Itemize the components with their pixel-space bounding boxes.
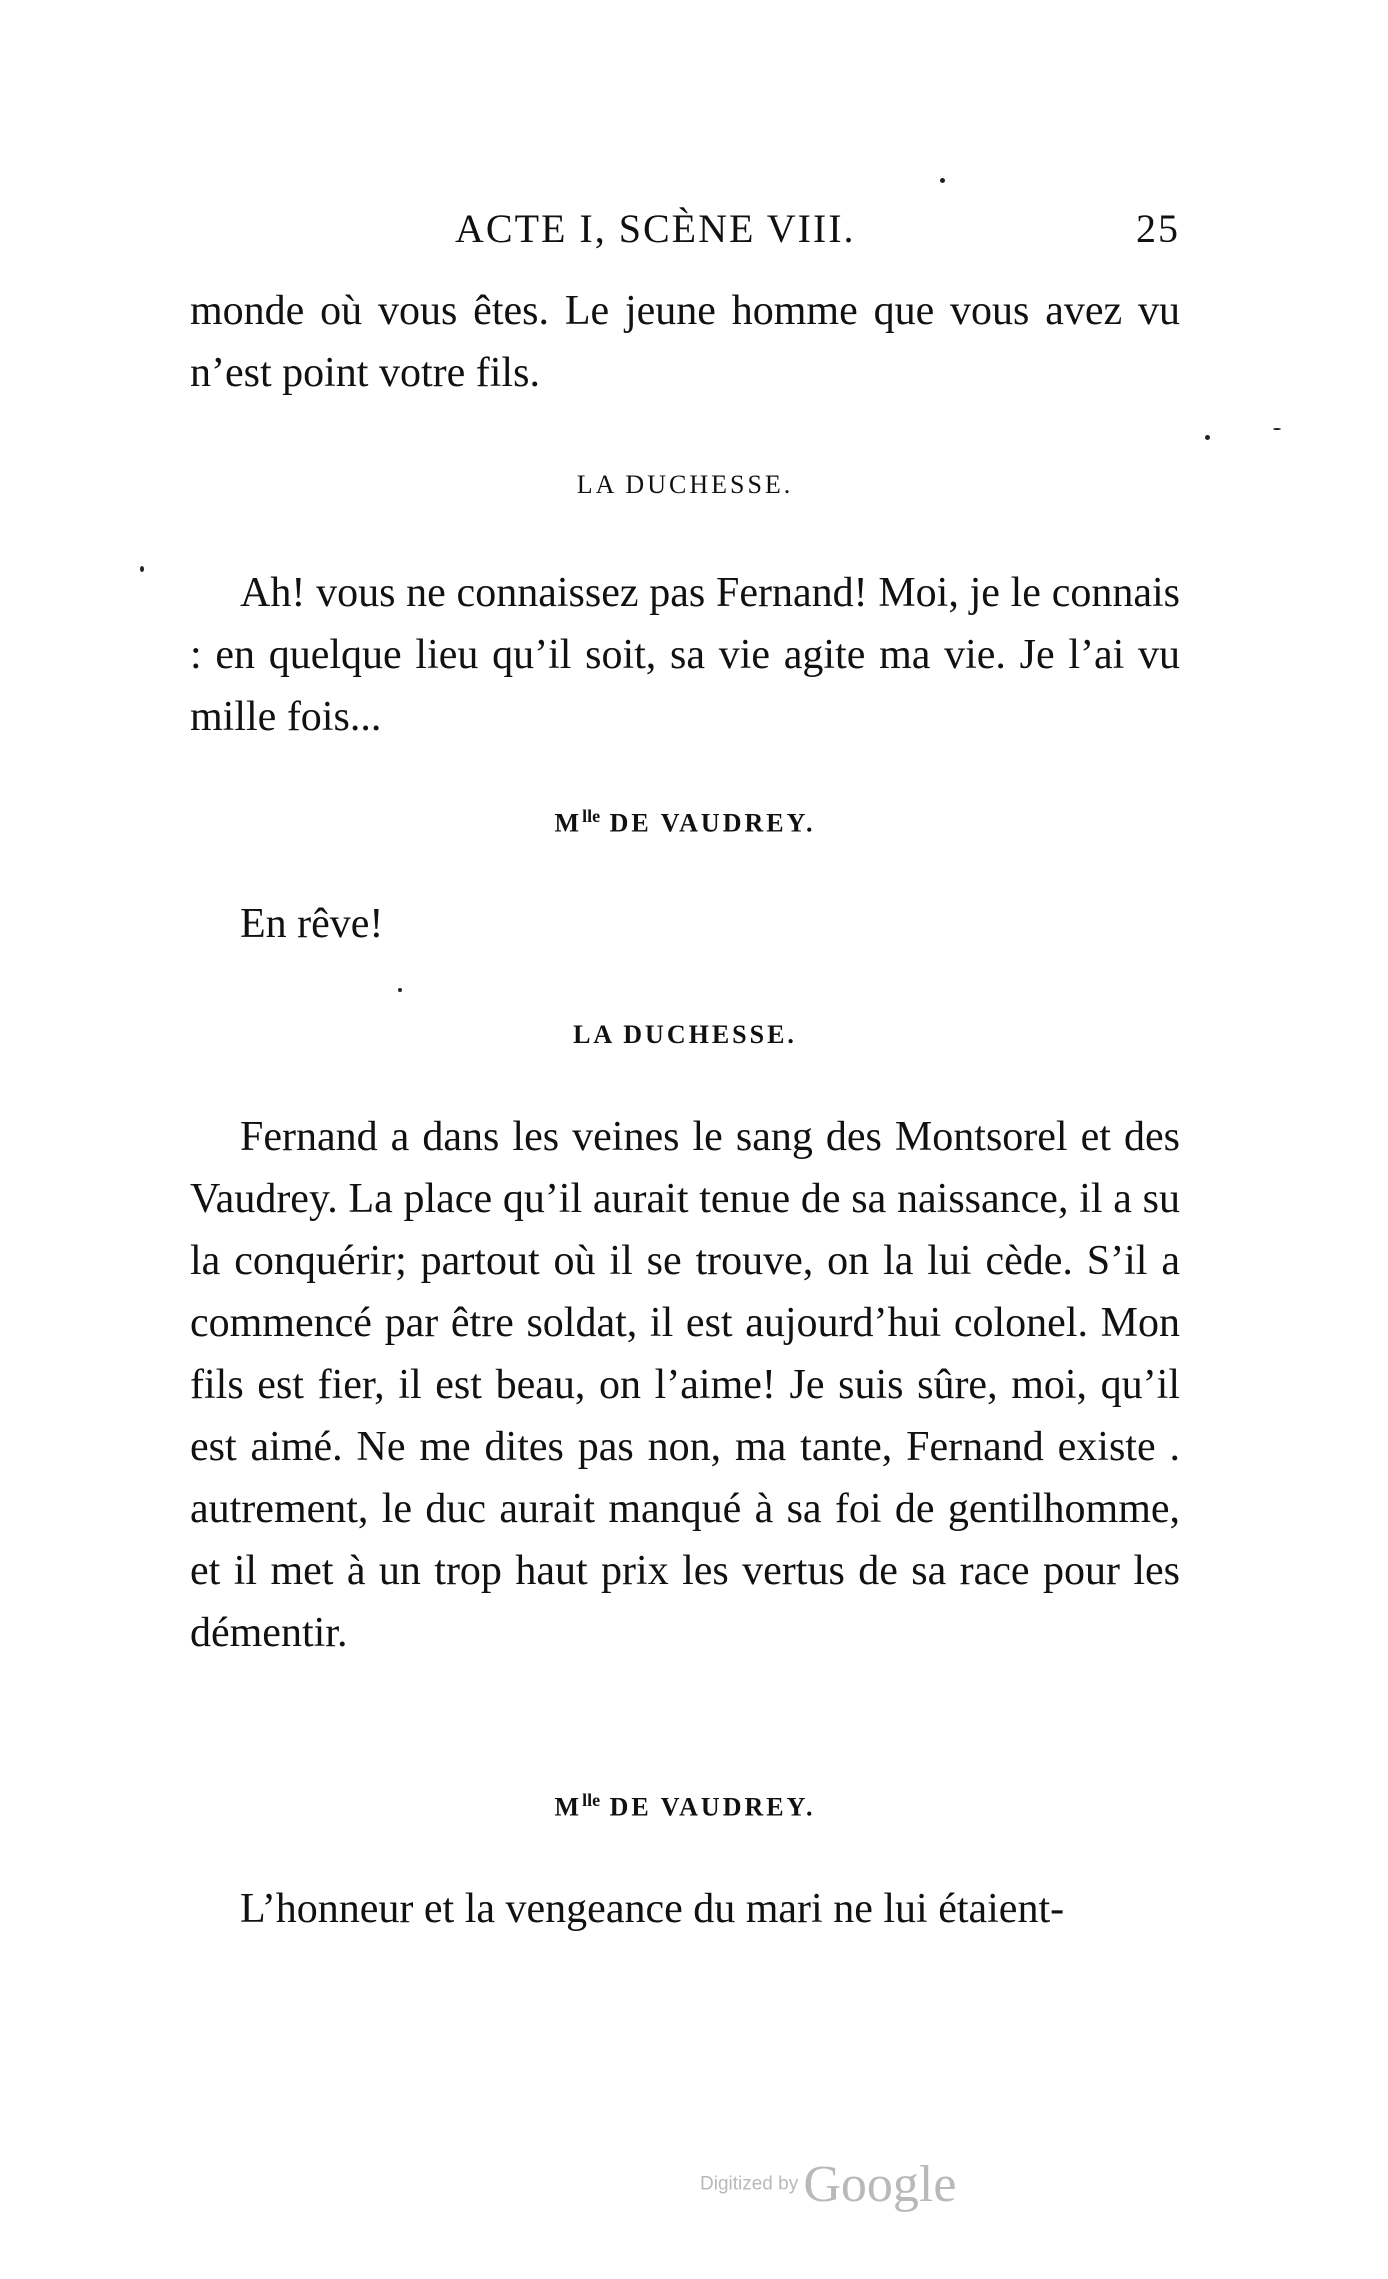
speaker-suffix: DE VAUDREY. <box>600 1792 816 1822</box>
scan-speck <box>1273 428 1281 430</box>
speaker-vaudrey <box>190 806 1180 839</box>
google-logo: Google <box>803 2156 957 2213</box>
speaker-duchesse-2: LA DUCHESSE. <box>573 1020 797 1049</box>
scan-speck <box>940 178 945 183</box>
paragraph-honneur: L’honneur et la vengeance du mari ne lui étaient- <box>240 1886 1065 1932</box>
scan-speck <box>398 988 402 992</box>
running-head <box>190 205 1180 265</box>
running-title: ACTE I, SCÈNE VIII. <box>455 206 856 251</box>
watermark-prefix: Digitized by <box>700 2173 799 2195</box>
paragraph-duchesse-reply: Ah! vous ne connaissez pas Fernand! Moi, je le connais : en quelque lieu qu’il soit, sa vie agite ma vie. Je l’ai vu mille fois... <box>190 570 1180 740</box>
speaker-superscript: lle <box>582 806 601 826</box>
scan-speck <box>1205 435 1210 440</box>
paragraph-en-reve: En rêve! <box>240 901 384 947</box>
speaker-superscript: lle <box>582 1790 601 1810</box>
speaker-prefix: M <box>554 808 583 838</box>
paragraph-fernand: Fernand a dans les veines le sang des Montsorel et des Vaudrey. La place qu’il aurait tenue de sa naissance, il a su la conquérir; partout où il se trouve, on la lui cède. S’il a commencé par être soldat, il est aujourd’hui colonel. Mon fils est fier, il est beau, on l’aime! Je suis sûre, moi, qu’il est aimé. Ne me dites pas non, ma tante, Fernand existe . autrement, le duc aurait manqué à sa foi de gentilhomme, et il met à un trop haut prix les vertus de sa race pour les démentir. <box>190 1114 1180 1656</box>
speaker-duchesse: LA DUCHESSE. <box>576 470 794 499</box>
speaker-prefix: M <box>554 1792 583 1822</box>
speaker-suffix: DE VAUDREY. <box>600 808 816 838</box>
paragraph-continuation: monde où vous êtes. Le jeune homme que vous avez vu n’est point votre fils. <box>190 288 1180 396</box>
speaker-vaudrey-2 <box>190 1790 1180 1823</box>
digitized-watermark <box>700 2155 956 2214</box>
scan-speck <box>140 566 144 572</box>
page-number: 25 <box>1136 206 1180 251</box>
